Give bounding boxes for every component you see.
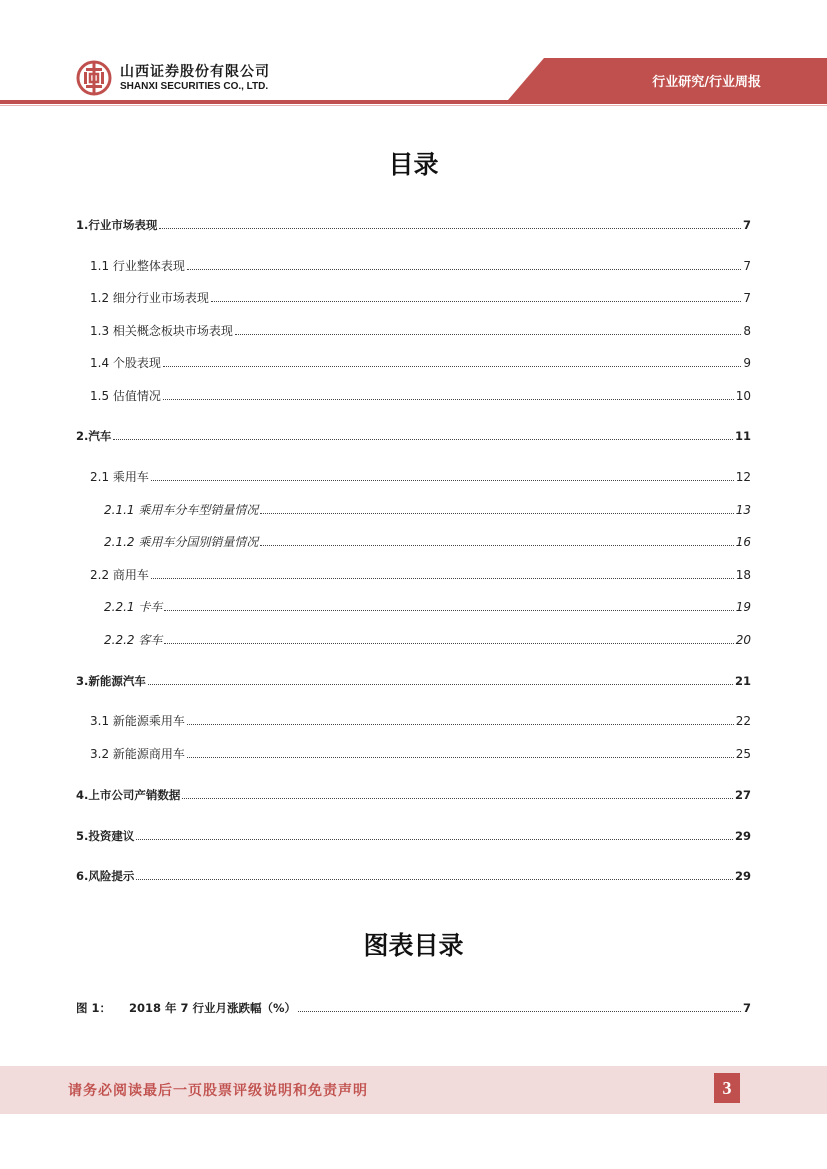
toc-leader-dots xyxy=(235,333,741,335)
toc-entry-page: 20 xyxy=(735,633,751,647)
figure-entry[interactable] xyxy=(76,999,751,1017)
toc-leader-dots xyxy=(182,797,733,799)
toc-leader-dots xyxy=(136,838,733,840)
toc-entry[interactable] xyxy=(90,257,751,275)
toc-leader-dots xyxy=(163,365,741,367)
toc-entry-label: 1.行业市场表现 xyxy=(76,218,158,232)
toc-entry[interactable] xyxy=(76,867,751,885)
toc-leader-dots xyxy=(163,398,734,400)
header-thin-line xyxy=(0,105,827,106)
toc-entry-page: 11 xyxy=(734,429,751,443)
toc-entry[interactable] xyxy=(90,745,751,763)
toc-entry-label: 3.2 新能源商用车 xyxy=(90,747,185,761)
toc-entry[interactable] xyxy=(90,468,751,486)
toc-entry-page: 18 xyxy=(735,568,751,582)
figure-entry-label: 2018 年 7 行业月涨跌幅（%） xyxy=(129,1001,297,1015)
toc-leader-dots xyxy=(113,438,733,440)
figure-entry-page: 7 xyxy=(742,1001,751,1015)
toc-entry[interactable] xyxy=(76,827,751,845)
toc-entry-page: 16 xyxy=(735,535,751,549)
shanxi-securities-logo-icon xyxy=(76,60,112,96)
toc-leader-dots xyxy=(164,609,733,611)
company-name-cn: 山西证券股份有限公司 xyxy=(120,64,270,80)
toc-entry-page: 25 xyxy=(735,747,751,761)
toc-leader-dots xyxy=(136,878,733,880)
toc-entry-page: 19 xyxy=(735,600,751,614)
toc-entry-label: 4.上市公司产销数据 xyxy=(76,788,181,802)
figure-entry-id: 图 1： xyxy=(76,1001,112,1015)
toc-entry[interactable] xyxy=(76,216,751,234)
toc-entry[interactable] xyxy=(104,533,751,551)
toc-entry-label: 2.1.1 乘用车分车型销量情况 xyxy=(104,503,259,517)
toc-entry-label: 1.4 个股表现 xyxy=(90,356,161,370)
toc-entry[interactable] xyxy=(104,501,751,519)
toc-entry-page: 29 xyxy=(734,869,751,883)
toc-leader-dots xyxy=(211,300,741,302)
toc-entry-label: 6.风险提示 xyxy=(76,869,135,883)
toc-entry-page: 27 xyxy=(734,788,751,802)
toc-entry-label: 1.3 相关概念板块市场表现 xyxy=(90,324,233,338)
page-header xyxy=(0,0,827,108)
toc-leader-dots xyxy=(164,642,733,644)
toc-title: 目录 xyxy=(388,150,439,179)
toc-entry-label: 2.2 商用车 xyxy=(90,568,149,582)
toc-entry-label: 2.汽车 xyxy=(76,429,112,443)
toc-leader-dots xyxy=(187,723,734,725)
toc-entry[interactable] xyxy=(90,289,751,307)
figure-list-title: 图表目录 xyxy=(363,931,464,960)
toc-entry-label: 2.1.2 乘用车分国别销量情况 xyxy=(104,535,259,549)
toc-entry-label: 5.投资建议 xyxy=(76,829,135,843)
header-divider xyxy=(0,100,827,104)
toc-entry-page: 22 xyxy=(735,714,751,728)
page-number: 3 xyxy=(714,1073,740,1103)
toc-entry-page: 7 xyxy=(743,291,751,305)
toc-leader-dots xyxy=(260,512,733,514)
toc-entry[interactable] xyxy=(90,387,751,405)
toc-entry-label: 3.1 新能源乘用车 xyxy=(90,714,185,728)
toc-entry-label: 3.新能源汽车 xyxy=(76,674,146,688)
toc-entry-page: 12 xyxy=(735,470,751,484)
toc-entry[interactable] xyxy=(90,354,751,372)
disclaimer-text: 请务必阅读最后一页股票评级说明和免责声明 xyxy=(68,1083,368,1099)
toc-entry-page: 21 xyxy=(734,674,751,688)
toc-leader-dots xyxy=(187,268,741,270)
toc-entry[interactable] xyxy=(76,427,751,445)
toc-entry-page: 29 xyxy=(734,829,751,843)
report-type: 行业研究/行业周报 xyxy=(652,75,761,90)
toc-entry-page: 9 xyxy=(743,356,751,370)
toc-leader-dots xyxy=(260,544,733,546)
toc-entry[interactable] xyxy=(76,786,751,804)
toc-entry-page: 8 xyxy=(743,324,751,338)
toc-leader-dots xyxy=(187,756,734,758)
company-name-en: SHANXI SECURITIES CO., LTD. xyxy=(120,81,269,92)
toc-entry[interactable] xyxy=(104,631,751,649)
toc-entry[interactable] xyxy=(76,672,751,690)
toc-entry[interactable] xyxy=(90,712,751,730)
toc-leader-dots xyxy=(159,227,741,229)
toc-entry-label: 1.1 行业整体表现 xyxy=(90,259,185,273)
toc-entry-page: 13 xyxy=(735,503,751,517)
toc-entry-label: 2.2.1 卡车 xyxy=(104,600,163,614)
toc-entry[interactable] xyxy=(90,566,751,584)
toc-entry-page: 7 xyxy=(743,259,751,273)
toc-entry[interactable] xyxy=(104,598,751,616)
toc-entry-label: 2.1 乘用车 xyxy=(90,470,149,484)
toc-leader-dots xyxy=(148,683,733,685)
toc-entry-page: 10 xyxy=(735,389,751,403)
toc-entry[interactable] xyxy=(90,322,751,340)
toc-leader-dots xyxy=(151,577,734,579)
toc-entry-label: 2.2.2 客车 xyxy=(104,633,163,647)
figure-leader-dots xyxy=(298,1010,741,1012)
toc-entry-page: 7 xyxy=(742,218,751,232)
company-logo xyxy=(76,60,270,96)
toc-entry-label: 1.2 细分行业市场表现 xyxy=(90,291,209,305)
toc-leader-dots xyxy=(151,479,734,481)
toc-entry-label: 1.5 估值情况 xyxy=(90,389,161,403)
